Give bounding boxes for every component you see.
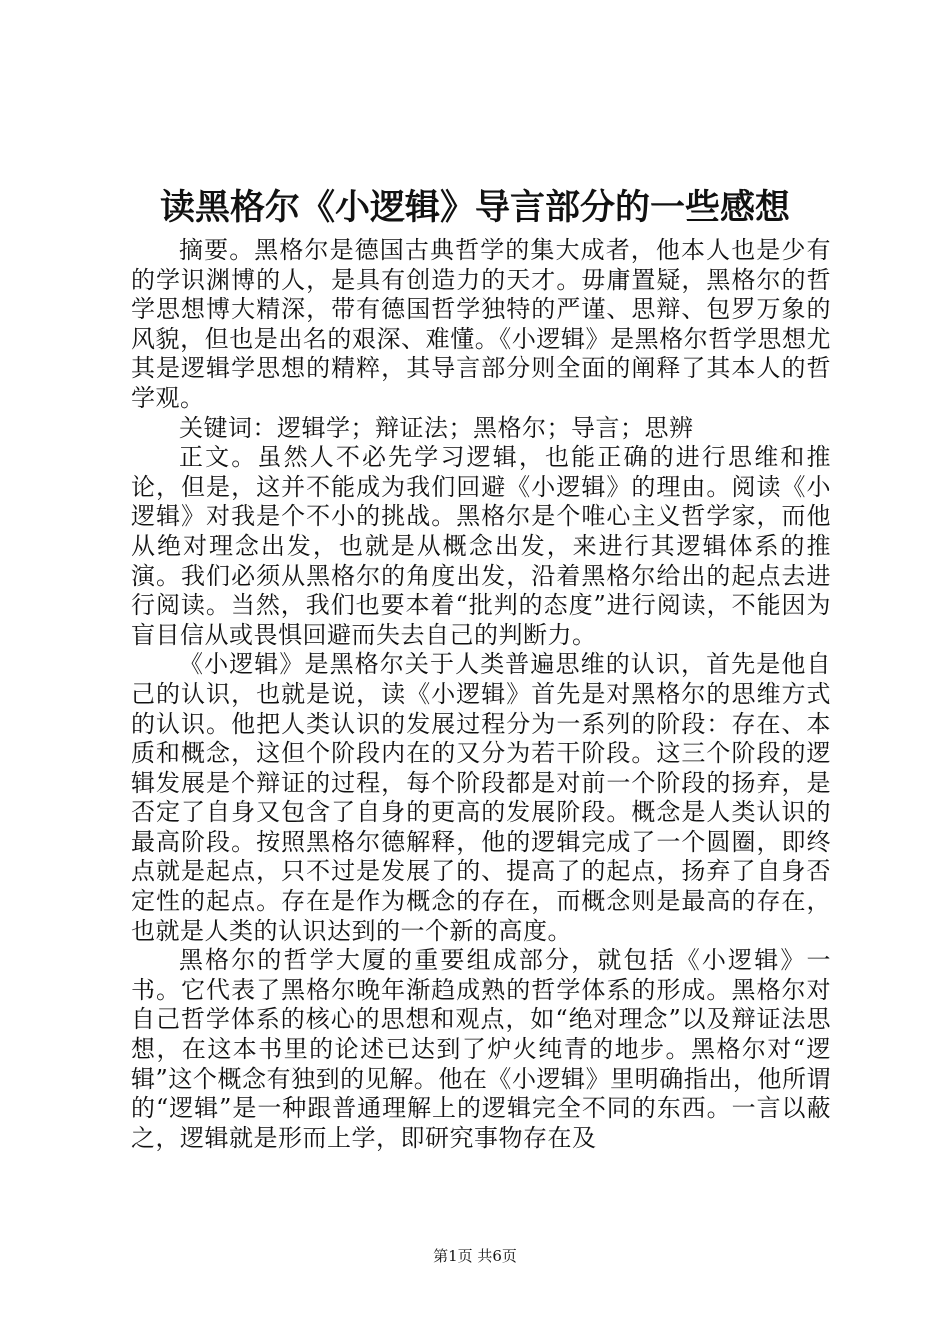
body-paragraph: 正文。虽然人不必先学习逻辑，也能正确的进行思维和推论，但是，这并不能成为我们回避《小逻辑》的理由。阅读《小逻辑》对我是个不小的挑战。黑格尔是个唯心主义哲学家，而他从绝对理念出发，也就是从概念出发，来进行其逻辑体系的推演。我们必须从黑格尔的角度出发，沿着黑格尔给出的起点去进行阅读。当然，我们也要本着“批判的态度”进行阅读，不能因为盲目信从或畏惧回避而失去自己的判断力。 [131, 443, 831, 649]
keywords-paragraph: 关键词：逻辑学；辩证法；黑格尔；导言；思辨 [179, 413, 694, 442]
page-footer: 第1页 共6页 [433, 1247, 517, 1265]
document-body [131, 236, 831, 1153]
abstract-paragraph: 摘要。黑格尔是德国古典哲学的集大成者，他本人也是少有的学识渊博的人，是具有创造力的天才。毋庸置疑，黑格尔的哲学思想博大精深，带有德国哲学独特的严谨、思辩、包罗万象的风貌，但也是出名的艰深、难懂。《小逻辑》是黑格尔哲学思想尤其是逻辑学思想的精粹，其导言部分则全面的阐释了其本人的哲学观。 [131, 236, 831, 412]
body-paragraph: 《小逻辑》是黑格尔关于人类普遍思维的认识，首先是他自己的认识，也就是说，读《小逻辑》首先是对黑格尔的思维方式的认识。他把人类认识的发展过程分为一系列的阶段：存在、本质和概念，这但个阶段内在的又分为若干阶段。这三个阶段的逻辑发展是个辩证的过程，每个阶段都是对前一个阶段的扬弃，是否定了自身又包含了自身的更高的发展阶段。概念是人类认识的最高阶段。按照黑格尔德解释，他的逻辑完成了一个圆圈，即终点就是起点，只不过是发展了的、提高了的起点，扬弃了自身否定性的起点。存在是作为概念的存在，而概念则是最高的存在，也就是人类的认识达到的一个新的高度。 [131, 650, 831, 945]
body-paragraph: 黑格尔的哲学大厦的重要组成部分，就包括《小逻辑》一书。它代表了黑格尔晚年渐趋成熟的哲学体系的形成。黑格尔对自己哲学体系的核心的思想和观点，如“绝对理念”以及辩证法思想，在这本书里的论述已达到了炉火纯青的地步。黑格尔对“逻辑”这个概念有独到的见解。他在《小逻辑》里明确指出，他所谓的“逻辑”是一种跟普通理解上的逻辑完全不同的东西。一言以蔽之，逻辑就是形而上学，即研究事物存在及 [131, 946, 831, 1152]
document-title: 读黑格尔《小逻辑》导言部分的一些感想 [159, 187, 790, 228]
